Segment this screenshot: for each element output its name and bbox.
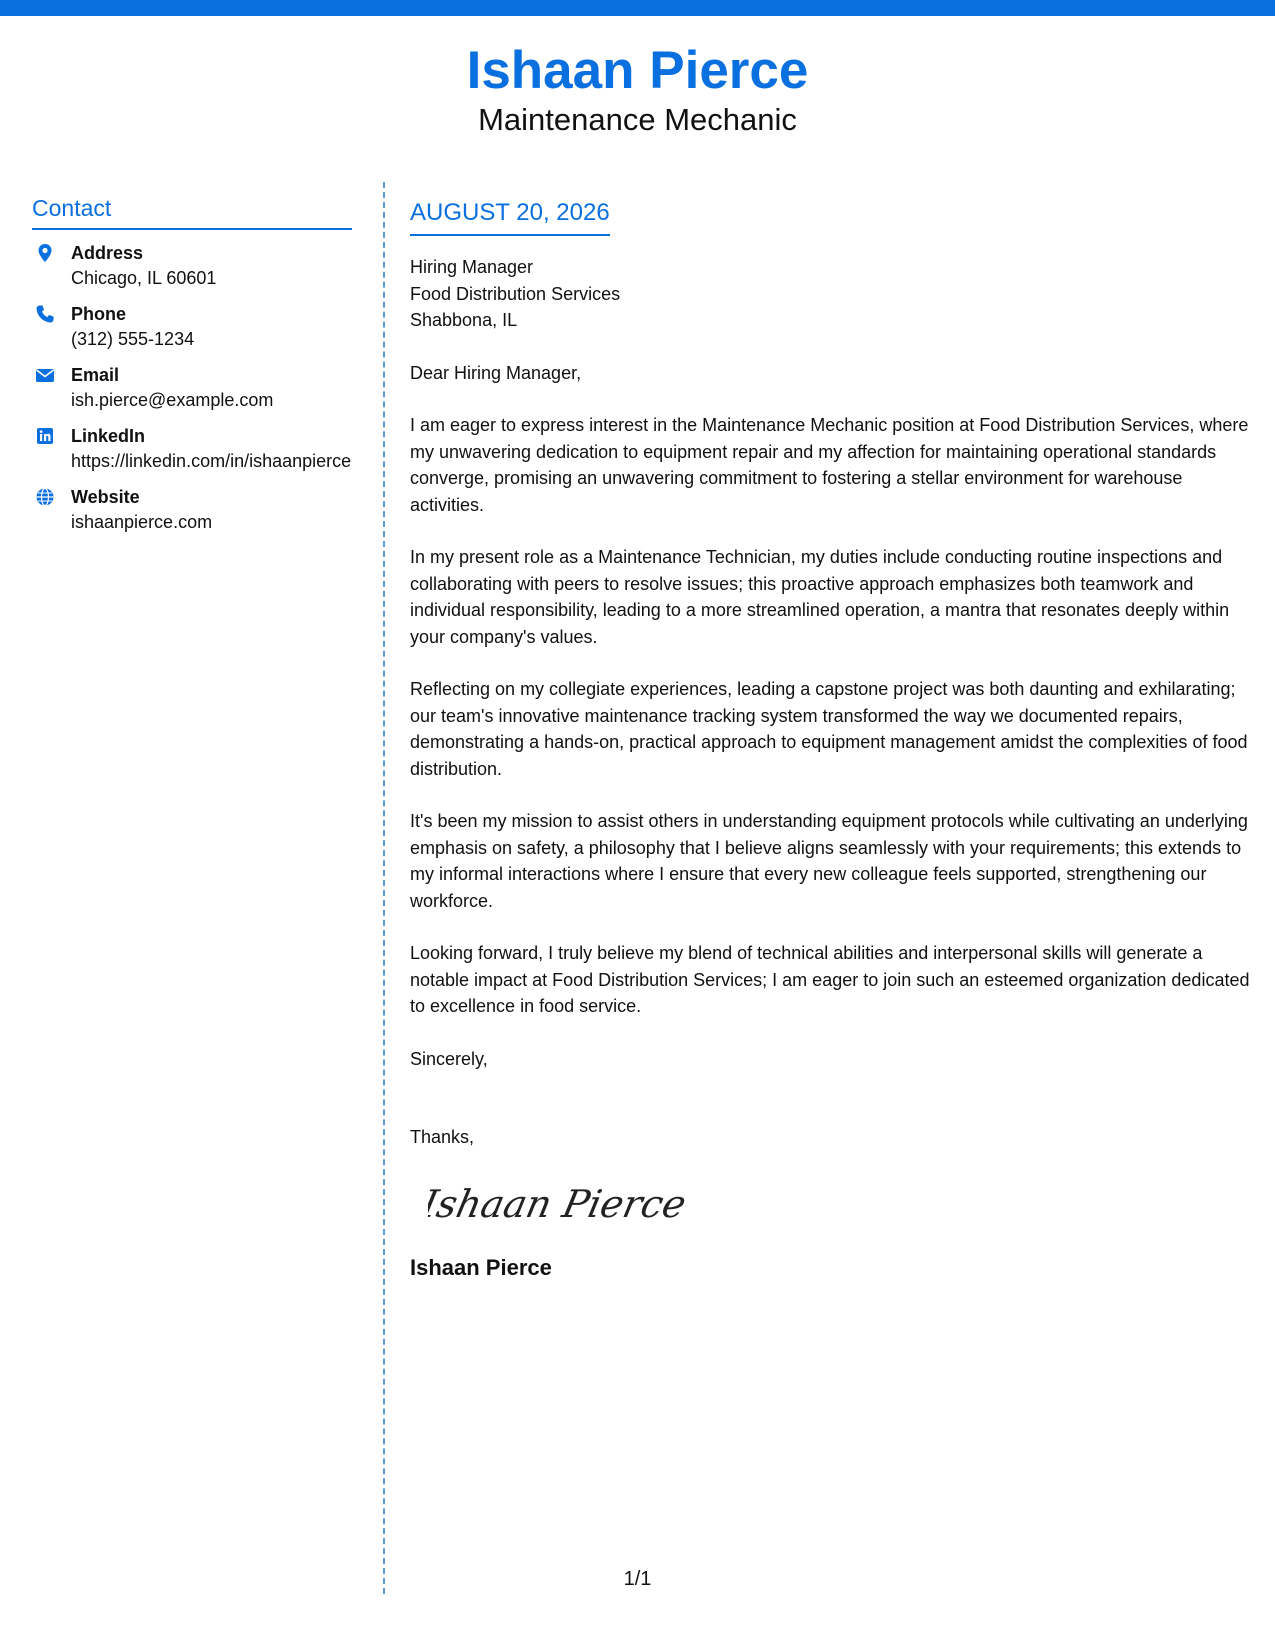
- thanks-line: Thanks,: [410, 1127, 475, 1147]
- signature-script: Ishaan Pierce: [428, 1181, 688, 1227]
- email-value[interactable]: ish.pierce@example.com: [71, 390, 274, 410]
- body-paragraph: Looking forward, I truly believe my blend of technical abilities and interpersonal skills will generate a notable impact at Food Distribution Services; I am eager to join such an esteemed organization dedicated to excellence in food service.: [410, 943, 1250, 1016]
- website-value[interactable]: ishaanpierce.com: [71, 512, 213, 532]
- greeting: Dear Hiring Manager,: [410, 362, 582, 383]
- contact-item-linkedin: [32, 424, 352, 474]
- recipient-line: Food Distribution Services: [410, 283, 621, 304]
- recipient-block: [410, 254, 1255, 334]
- body-paragraph: In my present role as a Maintenance Technician, my duties include conducting routine inspections and collaborating with peers to resolve issues; this proactive approach emphasizes both teamwork and individual responsibility, leading to a more streamlined operation, a mantra that resonates deeply within your company's values.: [410, 547, 1230, 647]
- column-divider: [383, 182, 385, 1594]
- contact-label: Phone: [71, 304, 127, 324]
- contact-item-address: [32, 241, 352, 291]
- page-number: 1/1: [623, 1568, 652, 1590]
- recipient-line: Shabbona, IL: [410, 310, 518, 330]
- contact-sidebar: [32, 192, 352, 546]
- contact-label: Email: [71, 365, 120, 385]
- linkedin-icon: [35, 426, 55, 446]
- recipient-line: Hiring Manager: [410, 257, 534, 277]
- handwritten-signature: [428, 1169, 1255, 1241]
- contact-item-website: [32, 485, 352, 535]
- top-accent-bar: [0, 0, 1275, 16]
- signer-name: Ishaan Pierce: [410, 1254, 552, 1280]
- body-paragraph: Reflecting on my collegiate experiences, leading a capstone project was both daunting and exhilarating; our team's innovative maintenance tracking system transformed the way we documented repairs, demonstrating a hands-on, practical approach to equipment management amidst the complexities of food distribution.: [410, 679, 1248, 779]
- closing: Sincerely,: [410, 1048, 488, 1069]
- linkedin-value[interactable]: https://linkedin.com/in/ishaanpierce: [71, 451, 352, 471]
- body-paragraph: I am eager to express interest in the Maintenance Mechanic position at Food Distribution Services, where my unwavering dedication to equipment repair and my affection for maintaining operational standards converge, promising an unwavering commitment to fostering a stellar environment for warehouse activities.: [410, 415, 1249, 515]
- address-value: Chicago, IL 60601: [71, 268, 217, 288]
- body-paragraph: It's been my mission to assist others in understanding equipment protocols while cultivating an underlying emphasis on safety, a philosophy that I believe aligns seamlessly with your requirements; this extends to my informal interactions where I ensure that every new colleague feels supported, strengthening our workforce.: [410, 811, 1248, 911]
- contact-heading: Contact: [32, 192, 352, 230]
- letter-body: [410, 196, 1255, 1283]
- letter-date: AUGUST 20, 2026: [410, 196, 610, 236]
- globe-icon: [35, 487, 55, 507]
- phone-value[interactable]: (312) 555-1234: [71, 329, 195, 349]
- job-title: Maintenance Mechanic: [478, 102, 797, 137]
- contact-label: LinkedIn: [71, 426, 146, 446]
- map-pin-icon: [35, 243, 55, 263]
- contact-item-phone: [32, 302, 352, 352]
- email-icon: [35, 365, 55, 385]
- phone-icon: [35, 304, 55, 324]
- contact-label: Address: [71, 243, 144, 263]
- applicant-name: Ishaan Pierce: [466, 41, 809, 100]
- contact-label: Website: [71, 487, 140, 507]
- contact-list: [32, 241, 352, 535]
- contact-item-email: [32, 363, 352, 413]
